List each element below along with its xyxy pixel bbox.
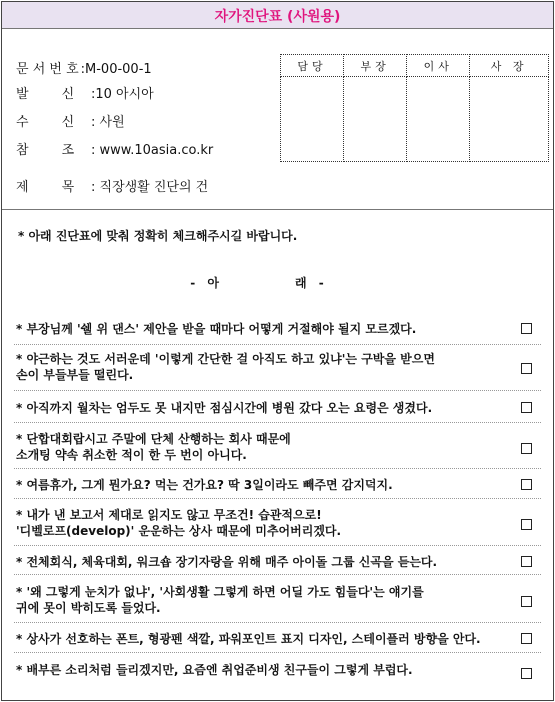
checklist-item bbox=[16, 477, 544, 493]
checklist-item-text: * 단합대회랍시고 주말에 단체 산행하는 회사 때문에 소개팅 약속 취소한 적이 한 두 번이 아니다. bbox=[16, 432, 291, 462]
approval-header-staff: 담당 bbox=[281, 55, 344, 77]
checkbox[interactable] bbox=[521, 519, 532, 530]
checklist-item bbox=[16, 507, 544, 539]
doc-number-label: 문 서 번 호 bbox=[16, 62, 79, 77]
checklist-item-text: * 부장님께 '쉘 위 댄스' 제안을 받을 때마다 어떻게 거절해야 될지 모르겠다. bbox=[16, 322, 417, 336]
reference-label: 참 조 bbox=[16, 143, 75, 158]
signature-cell-director[interactable] bbox=[407, 77, 470, 162]
checkbox[interactable] bbox=[521, 556, 532, 567]
checklist-item-text: * 아직까지 월차는 엄두도 못 내지만 점심시간에 병원 갔다 오는 요령은 생겼다. bbox=[16, 401, 433, 415]
page-title: 자가진단표 (사원용) bbox=[214, 9, 341, 25]
notice-heading-right: 래 - bbox=[295, 276, 324, 290]
checkbox[interactable] bbox=[521, 596, 532, 607]
instruction-text: * 아래 진단표에 맞춰 정확히 체크해주시길 바랍니다. bbox=[18, 229, 298, 243]
row-divider bbox=[14, 652, 541, 653]
subject-label: 제 목 bbox=[16, 180, 75, 195]
signature-cell-manager[interactable] bbox=[344, 77, 407, 162]
notice-heading bbox=[2, 274, 512, 291]
notice-heading-left: - 아 bbox=[190, 276, 219, 290]
checklist-item-text: * 내가 낸 보고서 제대로 읽지도 않고 무조건! 습관적으로! '디벨로프(develop)' 운운하는 상사 때문에 미추어버리겠다. bbox=[16, 508, 342, 538]
subject-row bbox=[16, 176, 208, 195]
row-divider bbox=[14, 622, 541, 623]
from-label: 발 신 bbox=[16, 87, 75, 102]
reference-value: : www.10asia.co.kr bbox=[91, 143, 214, 158]
row-divider bbox=[14, 468, 541, 469]
row-divider bbox=[14, 574, 541, 575]
doc-number-value: :M-00-00-1 bbox=[80, 62, 152, 77]
row-divider bbox=[14, 390, 541, 391]
document-header bbox=[2, 29, 553, 210]
checklist-item-text: * 전체회식, 체육대회, 워크숍 장기자랑을 위해 매주 아이돌 그룹 신곡을 듣는다. bbox=[16, 555, 438, 569]
signature-cell-staff[interactable] bbox=[281, 77, 344, 162]
checkbox[interactable] bbox=[521, 668, 532, 679]
row-divider bbox=[14, 344, 541, 345]
checklist-item-text: * 여름휴가, 그게 뭔가요? 먹는 건가요? 딱 3일이라도 빼주면 감지덕지. bbox=[16, 478, 393, 492]
checkbox[interactable] bbox=[521, 479, 532, 490]
checklist-item-text: * 야근하는 것도 서러운데 '이렇게 간단한 걸 아직도 하고 있냐'는 구박을 받으면 손이 부들부들 떨린다. bbox=[16, 352, 435, 382]
checklist-item bbox=[16, 351, 544, 383]
checklist-item bbox=[16, 321, 544, 337]
checkbox[interactable] bbox=[521, 633, 532, 644]
checklist-item bbox=[16, 554, 544, 570]
to-value: : 사원 bbox=[91, 115, 125, 130]
doc-number-row bbox=[16, 58, 152, 77]
checkbox[interactable] bbox=[521, 402, 532, 413]
checklist-item-text: * 배부른 소리처럼 들리겠지만, 요즘엔 취업준비생 친구들이 그렇게 부럽다. bbox=[16, 663, 413, 677]
checkbox[interactable] bbox=[521, 363, 532, 374]
checklist-item-text: * 상사가 선호하는 폰트, 형광펜 색깔, 파워포인트 표지 디자인, 스테이플러 방향을 안다. bbox=[16, 632, 481, 646]
from-row bbox=[16, 83, 154, 102]
checklist-item bbox=[16, 400, 544, 416]
checklist-item bbox=[16, 431, 544, 463]
row-divider bbox=[14, 422, 541, 423]
from-value: :10 아시아 bbox=[91, 87, 154, 102]
signature-cell-president[interactable] bbox=[470, 77, 549, 162]
to-label: 수 신 bbox=[16, 115, 75, 130]
row-divider bbox=[14, 545, 541, 546]
reference-row bbox=[16, 139, 213, 158]
checklist-item-text: * '왜 그렇게 눈치가 없냐', '사회생활 그렇게 하면 어딜 가도 힘들다'는 얘기를 귀에 못이 박히도록 들었다. bbox=[16, 585, 424, 615]
checkbox[interactable] bbox=[521, 443, 532, 454]
row-divider bbox=[14, 498, 541, 499]
checklist-item bbox=[16, 631, 544, 647]
checklist-item bbox=[16, 662, 544, 678]
approval-table bbox=[280, 54, 549, 162]
to-row bbox=[16, 111, 125, 130]
document-frame bbox=[1, 1, 554, 701]
checkbox[interactable] bbox=[521, 323, 532, 334]
title-bar bbox=[2, 2, 553, 29]
subject-value: : 직장생활 진단의 건 bbox=[91, 180, 209, 195]
checklist-item bbox=[16, 584, 544, 616]
approval-header-president: 사 장 bbox=[470, 55, 549, 77]
approval-header-director: 이사 bbox=[407, 55, 470, 77]
approval-header-manager: 부장 bbox=[344, 55, 407, 77]
